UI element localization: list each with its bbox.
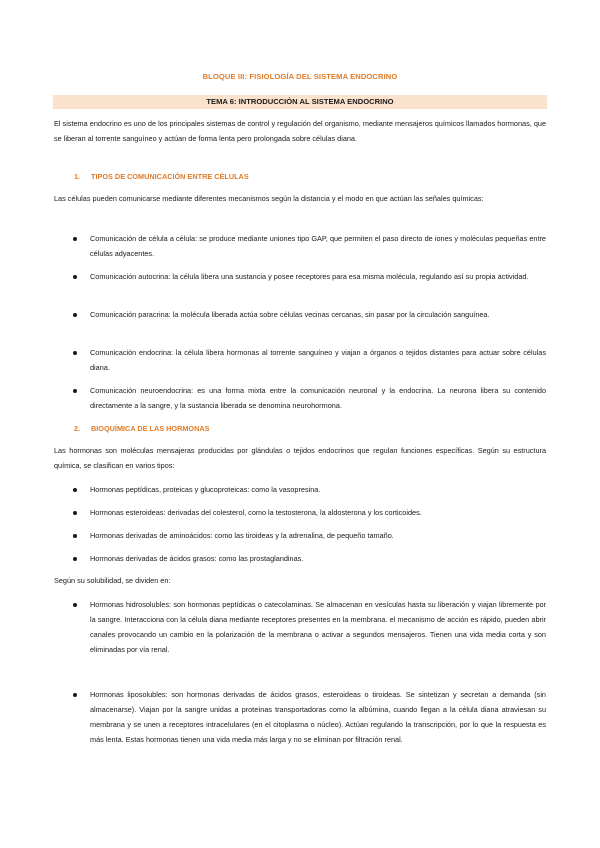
list-item [73,688,546,748]
solubility-intro: Según su solubilidad, se dividen en: [54,576,171,585]
bullet-icon [73,275,77,279]
list-item-text: Hormonas hidrosolubles: son hormonas peptídicas o catecolaminas. Se almacenan en vesículas hasta su liberación y viajan libremente por la sangre. Interacciona con la célula diana mediante receptores presentes en la membrana. el mecanismo de acción es rápido, pueden abrir canales provocando un cambio en la polarización de la membrana o activar a segundos mensajeros. Tienen una vida media corta y son eliminadas por vía renal. [90,600,546,654]
bullet-icon [73,313,77,317]
list-item-text: Comunicación autocrina: la célula libera una sustancia y posee receptores para esa misma molécula, regulando así su propia actividad. [90,272,529,281]
section-2-title: BIOQUÍMICA DE LAS HORMONAS [91,424,210,433]
bullet-icon [73,511,77,515]
section-2-intro: Las hormonas son moléculas mensajeras producidas por glándulas o tejidos endocrinos que regulan funciones específicas. Según su estructura química, se clasifican en varios tipos: [54,446,546,470]
bullet-icon [73,351,77,355]
bullet-icon [73,693,77,697]
tema-title: TEMA 6: INTRODUCCIÓN AL SISTEMA ENDOCRINO [53,95,547,109]
list-item [73,483,546,498]
bullet-icon [73,603,77,607]
section-1-number: 1. [74,172,81,181]
list-item-text: Hormonas peptídicas, proteicas y glucoproteicas: como la vasopresina. [90,485,321,494]
section-2-heading [74,424,210,433]
list-item-text: Hormonas derivadas de ácidos grasos: como las prostaglandinas. [90,554,304,563]
section-1-title: TIPOS DE COMUNICACIÓN ENTRE CÉLULAS [91,172,249,181]
list-item [73,598,546,658]
bullet-icon [73,389,77,393]
list-item [73,384,546,414]
list-item [73,506,546,521]
list-item-text: Comunicación paracrina: la molécula liberada actúa sobre células vecinas cercanas, sin pasar por la circulación sanguínea. [90,310,490,319]
list-item [73,308,546,323]
bullet-icon [73,237,77,241]
list-item-text: Comunicación endocrina: la célula libera hormonas al torrente sanguíneo y viajan a órganos o tejidos distantes para actuar sobre células diana. [90,348,546,372]
block-title: BLOQUE III: FISIOLOGÍA DEL SISTEMA ENDOCRINO [202,72,398,81]
section-2-number: 2. [74,424,81,433]
section-1-intro: Las células pueden comunicarse mediante diferentes mecanismos según la distancia y el modo en que actúan las señales químicas: [54,194,484,203]
list-item [73,346,546,376]
list-item [73,552,546,567]
list-item [73,232,546,262]
bullet-icon [73,557,77,561]
section-1-heading [74,172,249,181]
list-item-text: Hormonas esteroideas: derivadas del colesterol, como la testosterona, la aldosterona y los corticoides. [90,508,422,517]
intro-paragraph: El sistema endocrino es uno de los principales sistemas de control y regulación del organismo, mediante mensajeros químicos llamados hormonas, que se liberan al torrente sanguíneo y actúan de forma lenta pero prolongada sobre células diana. [54,119,546,143]
bullet-icon [73,534,77,538]
list-item-text: Comunicación neuroendocrina: es una forma mixta entre la comunicación neuronal y la endocrina. La neurona libera su contenido directamente a la sangre, y la sustancia liberada se denomina neurohormona. [90,386,546,410]
bullet-icon [73,488,77,492]
list-item-text: Hormonas derivadas de aminoácidos: como las tiroideas y la adrenalina, de pequeño tamaño. [90,531,394,540]
list-item-text: Comunicación de célula a célula: se produce mediante uniones tipo GAP, que permiten el paso directo de iones y moléculas pequeñas entre células adyacentes. [90,234,546,258]
list-item [73,270,546,285]
list-item [73,529,546,544]
list-item-text: Hormonas liposolubles: son hormonas derivadas de ácidos grasos, esteroideas o tiroideas. Se sintetizan y secretan a demanda (sin almacenarse). Viajan por la sangre unidas a proteínas transportadoras como la albúmina, cuando llegan a la célula diana atraviesan su membrana y se unen a receptores intracelulares (en el citoplasma o núcleo). Actúan regulando la transcripción, por lo que la respuesta es más lenta. Estas hormonas tienen una vida media más larga y no se eliminan por filtración renal. [90,690,546,744]
